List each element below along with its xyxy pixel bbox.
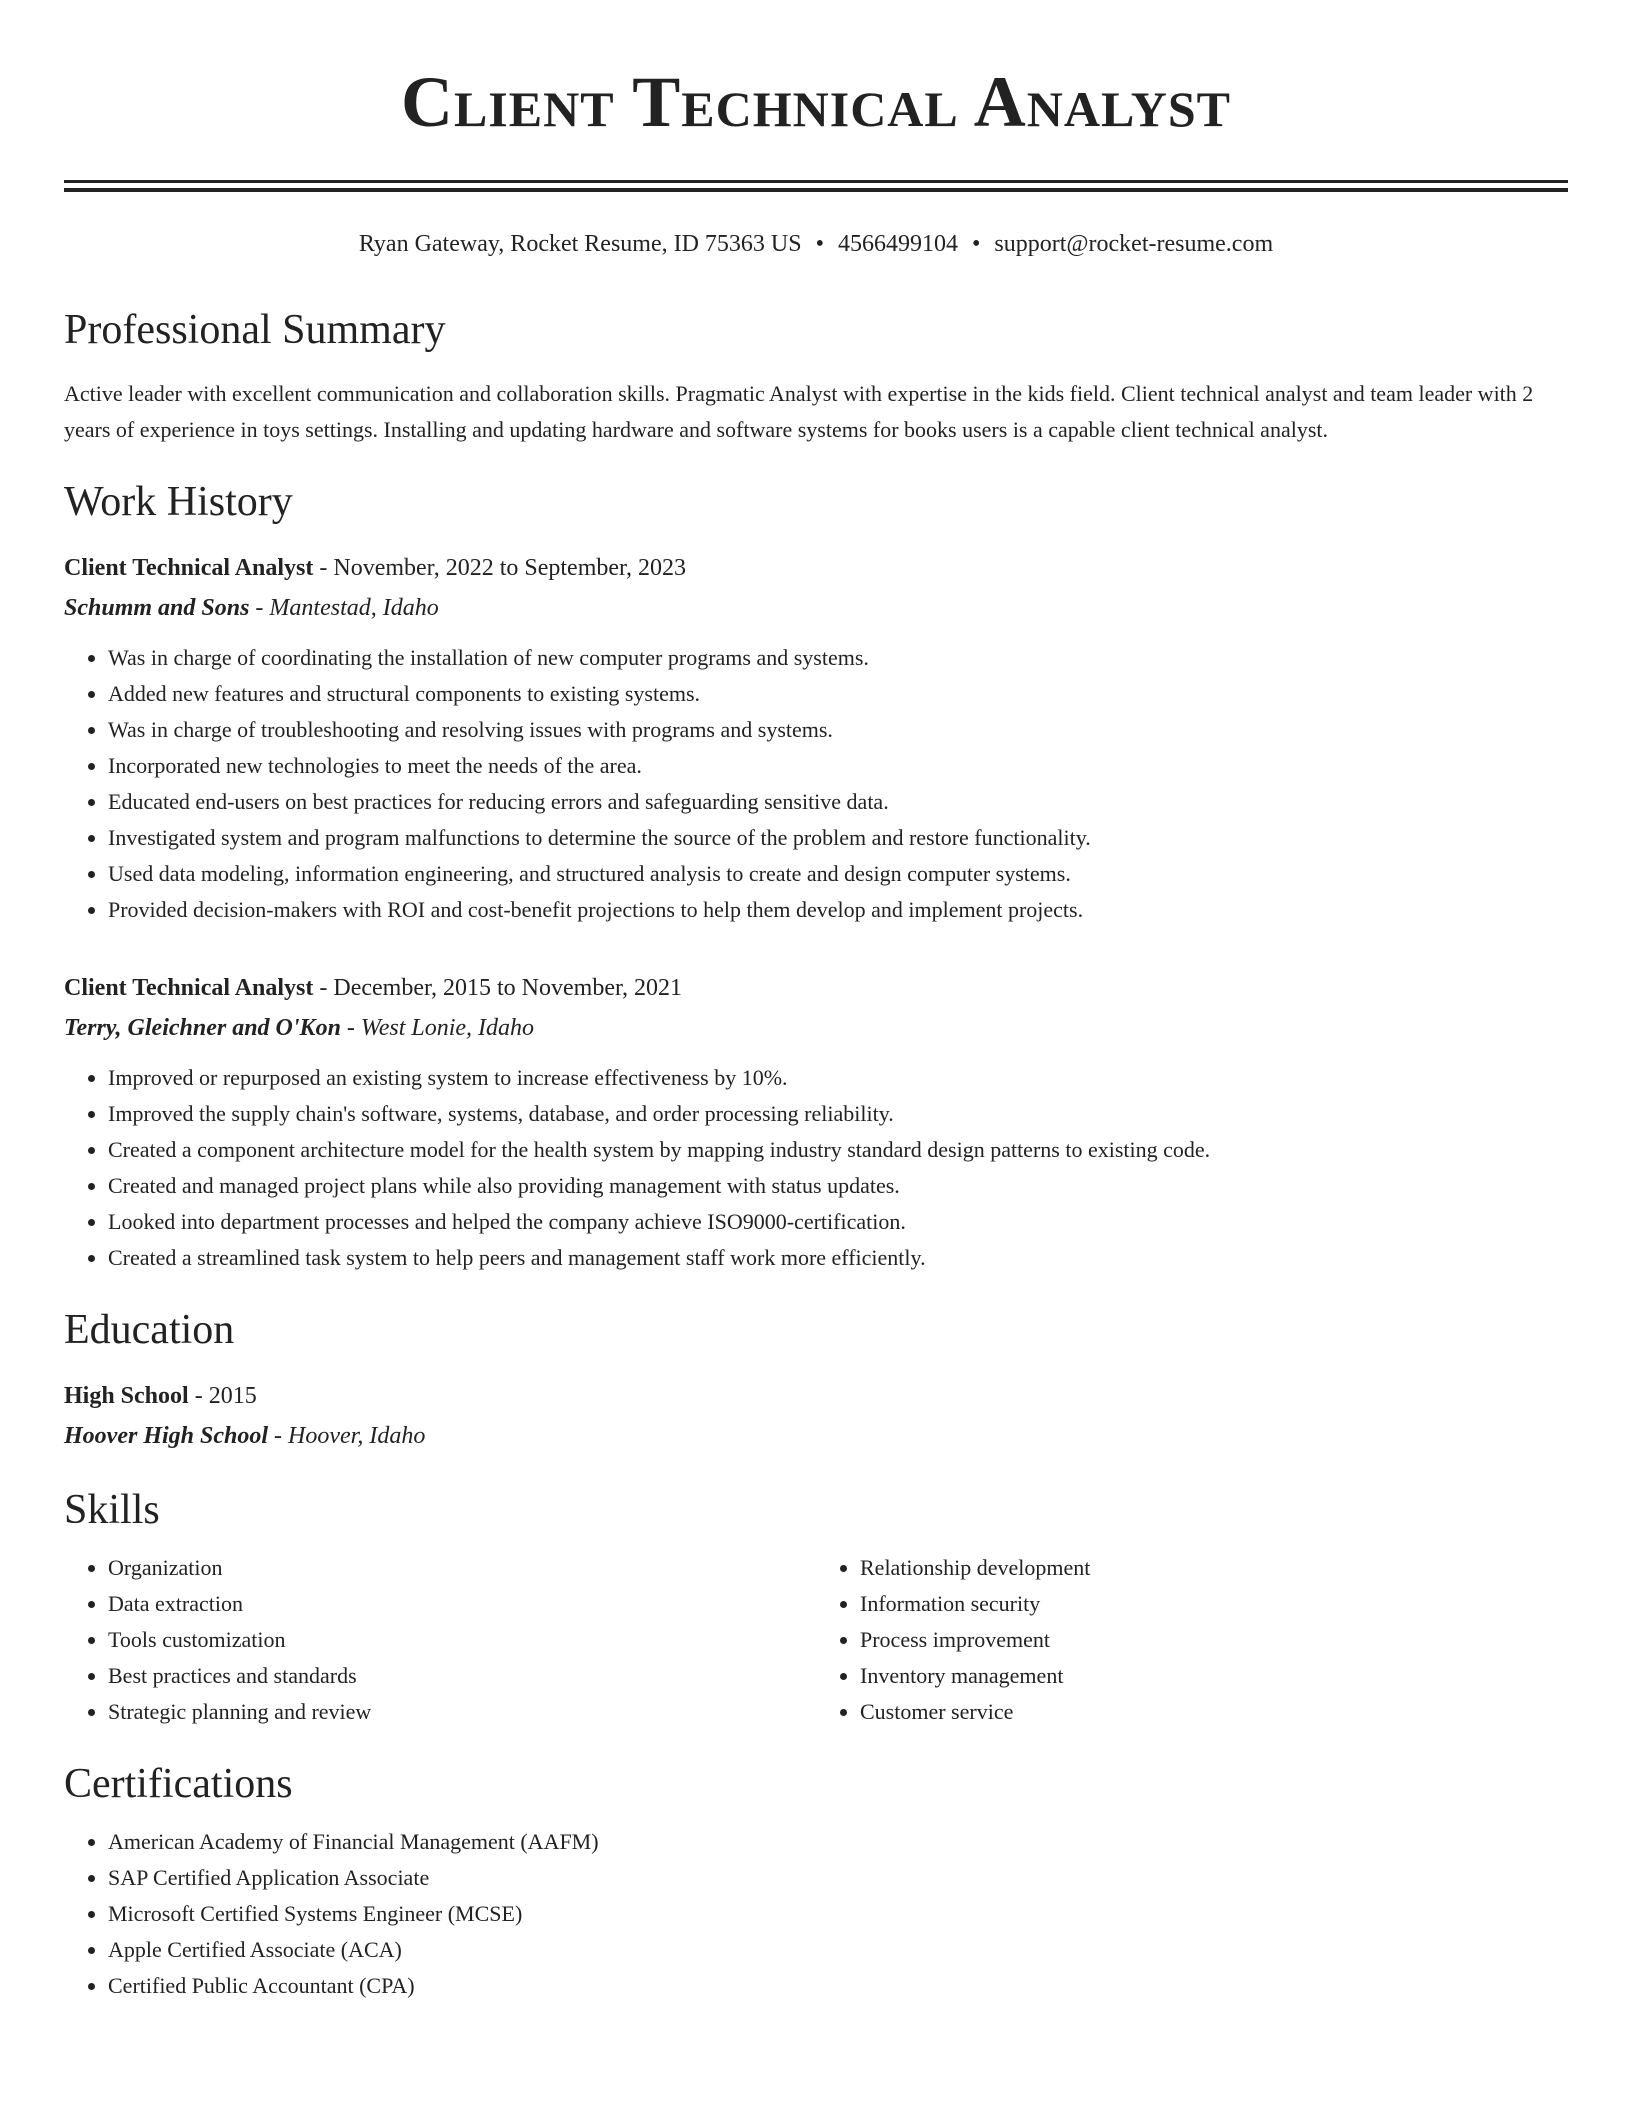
job-title-line bbox=[64, 968, 1568, 1008]
job-role: Client Technical Analyst bbox=[64, 555, 314, 581]
list-item: • Information security bbox=[860, 1586, 1568, 1622]
job-company-line bbox=[64, 588, 1568, 628]
contact-separator: • bbox=[972, 231, 981, 257]
list-item: • Educated end-users on best practices for reducing errors and safeguarding sensitive data. bbox=[108, 784, 1568, 820]
job-company-line bbox=[64, 1008, 1568, 1048]
list-item: • Added new features and structural components to existing systems. bbox=[108, 676, 1568, 712]
list-item: • Organization bbox=[108, 1550, 816, 1586]
list-item: • Customer service bbox=[860, 1694, 1568, 1730]
job-title-line bbox=[64, 548, 1568, 588]
job-role: Client Technical Analyst bbox=[64, 975, 314, 1001]
education-school-line bbox=[64, 1416, 1568, 1456]
list-item: • Incorporated new technologies to meet the needs of the area. bbox=[108, 748, 1568, 784]
list-item: • Tools customization bbox=[108, 1622, 816, 1658]
contact-address: Ryan Gateway, Rocket Resume, ID 75363 US bbox=[358, 231, 802, 257]
education-year: - 2015 bbox=[188, 1383, 257, 1409]
list-item: • Investigated system and program malfunctions to determine the source of the problem and restore functionality. bbox=[108, 820, 1568, 856]
education-heading: Education bbox=[64, 1307, 235, 1353]
list-item: • Best practices and standards bbox=[108, 1658, 816, 1694]
summary-text: Active leader with excellent communication and collaboration skills. Pragmatic Analyst with expertise in the kids field. Client technical analyst and team leader with 2 years of experience in toys settings. Installing and updating hardware and software systems for books users is a capable client technical analyst. bbox=[64, 381, 1534, 442]
list-item: • Strategic planning and review bbox=[108, 1694, 816, 1730]
certifications-list bbox=[64, 1824, 1568, 2004]
list-item: • Was in charge of troubleshooting and resolving issues with programs and systems. bbox=[108, 712, 1568, 748]
contact-line bbox=[64, 228, 1568, 260]
list-item: • Process improvement bbox=[860, 1622, 1568, 1658]
skills-grid bbox=[64, 1550, 1568, 1730]
resume-title: Client Technical Analyst bbox=[400, 62, 1232, 142]
title-divider bbox=[64, 180, 1568, 192]
education-entry bbox=[64, 1376, 1568, 1456]
skills-column-right bbox=[816, 1550, 1568, 1730]
list-item: • Data extraction bbox=[108, 1586, 816, 1622]
list-item: • Apple Certified Associate (ACA) bbox=[108, 1932, 1568, 1968]
education-school: Hoover High School bbox=[64, 1423, 269, 1449]
list-item: • Used data modeling, information engineering, and structured analysis to create and design computer systems. bbox=[108, 856, 1568, 892]
job-company: Schumm and Sons bbox=[64, 595, 250, 621]
list-item: • Created and managed project plans while also providing management with status updates. bbox=[108, 1168, 1568, 1204]
list-item: • Created a component architecture model for the health system by mapping industry standard design patterns to existing code. bbox=[108, 1132, 1568, 1168]
list-item: • SAP Certified Application Associate bbox=[108, 1860, 1568, 1896]
education-degree-line bbox=[64, 1376, 1568, 1416]
contact-phone: 4566499104 bbox=[838, 231, 959, 257]
list-item: • Improved the supply chain's software, systems, database, and order processing reliability. bbox=[108, 1096, 1568, 1132]
skills-column-left bbox=[64, 1550, 816, 1730]
list-item: • Provided decision-makers with ROI and cost-benefit projections to help them develop and implement projects. bbox=[108, 892, 1568, 928]
list-item: • Was in charge of coordinating the installation of new computer programs and systems. bbox=[108, 640, 1568, 676]
list-item: • Improved or repurposed an existing system to increase effectiveness by 10%. bbox=[108, 1060, 1568, 1096]
list-item: • American Academy of Financial Management (AAFM) bbox=[108, 1824, 1568, 1860]
job-company: Terry, Gleichner and O'Kon bbox=[64, 1015, 341, 1041]
work-history-heading: Work History bbox=[64, 479, 293, 525]
contact-separator: • bbox=[815, 231, 825, 257]
job-bullets bbox=[64, 1060, 1568, 1276]
job-bullets bbox=[64, 640, 1568, 928]
contact-email: support@rocket-resume.com bbox=[994, 231, 1274, 257]
job-entry-2 bbox=[64, 968, 1568, 1276]
list-item: • Relationship development bbox=[860, 1550, 1568, 1586]
skills-heading: Skills bbox=[64, 1487, 160, 1533]
job-dates: - November, 2022 to September, 2023 bbox=[313, 555, 687, 581]
job-entry-1 bbox=[64, 548, 1568, 928]
list-item: • Looked into department processes and helped the company achieve ISO9000-certification. bbox=[108, 1204, 1568, 1240]
education-degree: High School bbox=[64, 1383, 189, 1409]
list-item: • Created a streamlined task system to help peers and management staff work more efficiently. bbox=[108, 1240, 1568, 1276]
job-dates: - December, 2015 to November, 2021 bbox=[313, 975, 683, 1001]
list-item: • Inventory management bbox=[860, 1658, 1568, 1694]
certifications-heading: Certifications bbox=[64, 1761, 293, 1807]
summary-heading: Professional Summary bbox=[64, 307, 446, 353]
list-item: • Certified Public Accountant (CPA) bbox=[108, 1968, 1568, 2004]
education-location: - Hoover, Idaho bbox=[268, 1423, 426, 1449]
job-location: - West Lonie, Idaho bbox=[340, 1015, 535, 1041]
job-location: - Mantestad, Idaho bbox=[249, 595, 439, 621]
list-item: • Microsoft Certified Systems Engineer (MCSE) bbox=[108, 1896, 1568, 1932]
